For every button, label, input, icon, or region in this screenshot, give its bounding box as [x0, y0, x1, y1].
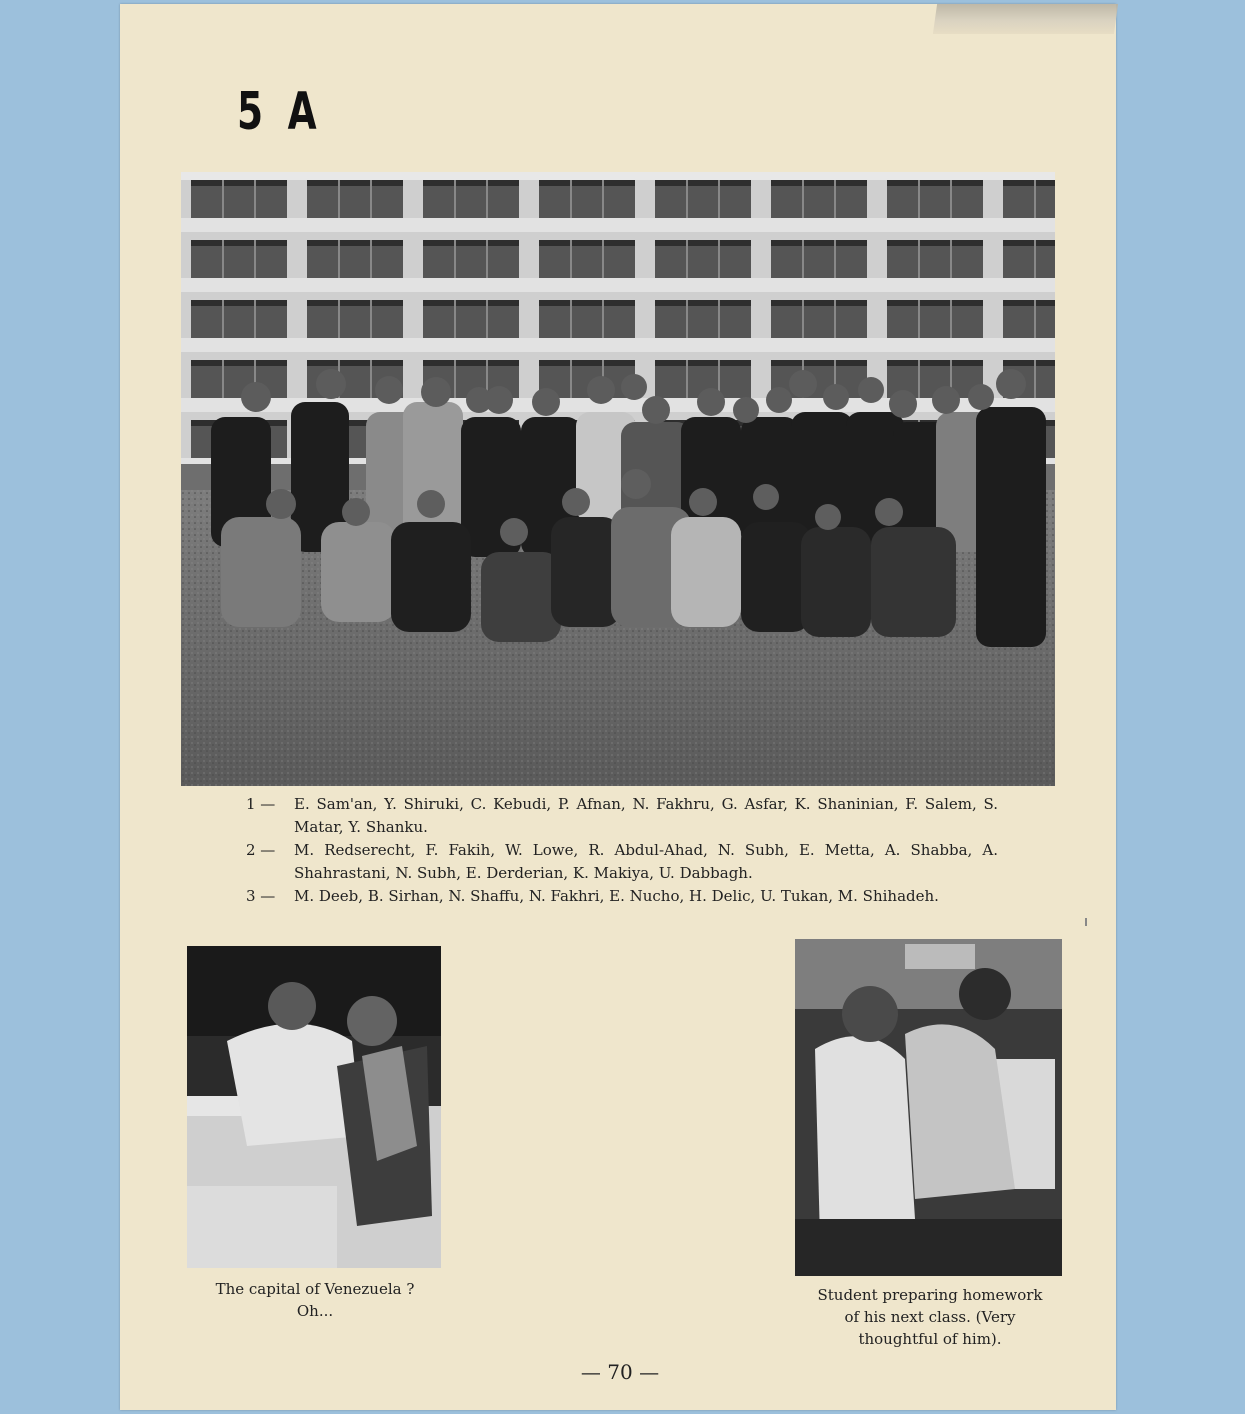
caption-row-number: 1 — — [246, 795, 276, 813]
caption-row-names: E. Sam'an, Y. Shiruki, C. Kebudi, P. Afnan, N. Fakhru, G. Asfar, K. Shaninian, F. Salem, S. Matar, Y. Shanku. — [294, 795, 998, 836]
caption-row-names: M. Deeb, B. Sirhan, N. Shaffu, N. Fakhri, E. Nucho, H. Delic, U. Tukan, M. Shihadeh. — [294, 887, 939, 905]
left-caption-line-1: The capital of Venezuela ? — [215, 1280, 415, 1298]
group-photo-caption-list — [246, 793, 998, 908]
caption-row-1 — [246, 793, 998, 839]
caption-row-2 — [246, 839, 998, 885]
right-caption-line-1: Student preparing homework — [817, 1286, 1043, 1304]
page-number: — 70 — — [580, 1360, 660, 1384]
left-photo-caption — [187, 1278, 443, 1322]
margin-mark — [1085, 918, 1087, 926]
torn-paper-corner — [933, 4, 1118, 34]
right-photo-caption — [795, 1284, 1065, 1350]
caption-row-3 — [246, 885, 998, 908]
caption-row-names: M. Redserecht, F. Fakih, W. Lowe, R. Abdul-Ahad, N. Subh, E. Metta, A. Shabba, A. Shahrastani, N. Subh, E. Derderian, K. Makiya, U. Dabbagh. — [294, 841, 998, 882]
caption-row-number: 3 — — [246, 887, 276, 905]
left-caption-line-2: Oh... — [296, 1302, 334, 1320]
classroom-photo-left — [187, 946, 441, 1268]
class-title: 5 A — [237, 82, 323, 142]
class-group-photo — [181, 172, 1055, 786]
right-caption-line-3: thoughtful of him). — [858, 1330, 1002, 1348]
right-caption-line-2: of his next class. (Very — [844, 1308, 1016, 1326]
classroom-photo-right — [795, 939, 1062, 1276]
caption-row-number: 2 — — [246, 841, 276, 859]
